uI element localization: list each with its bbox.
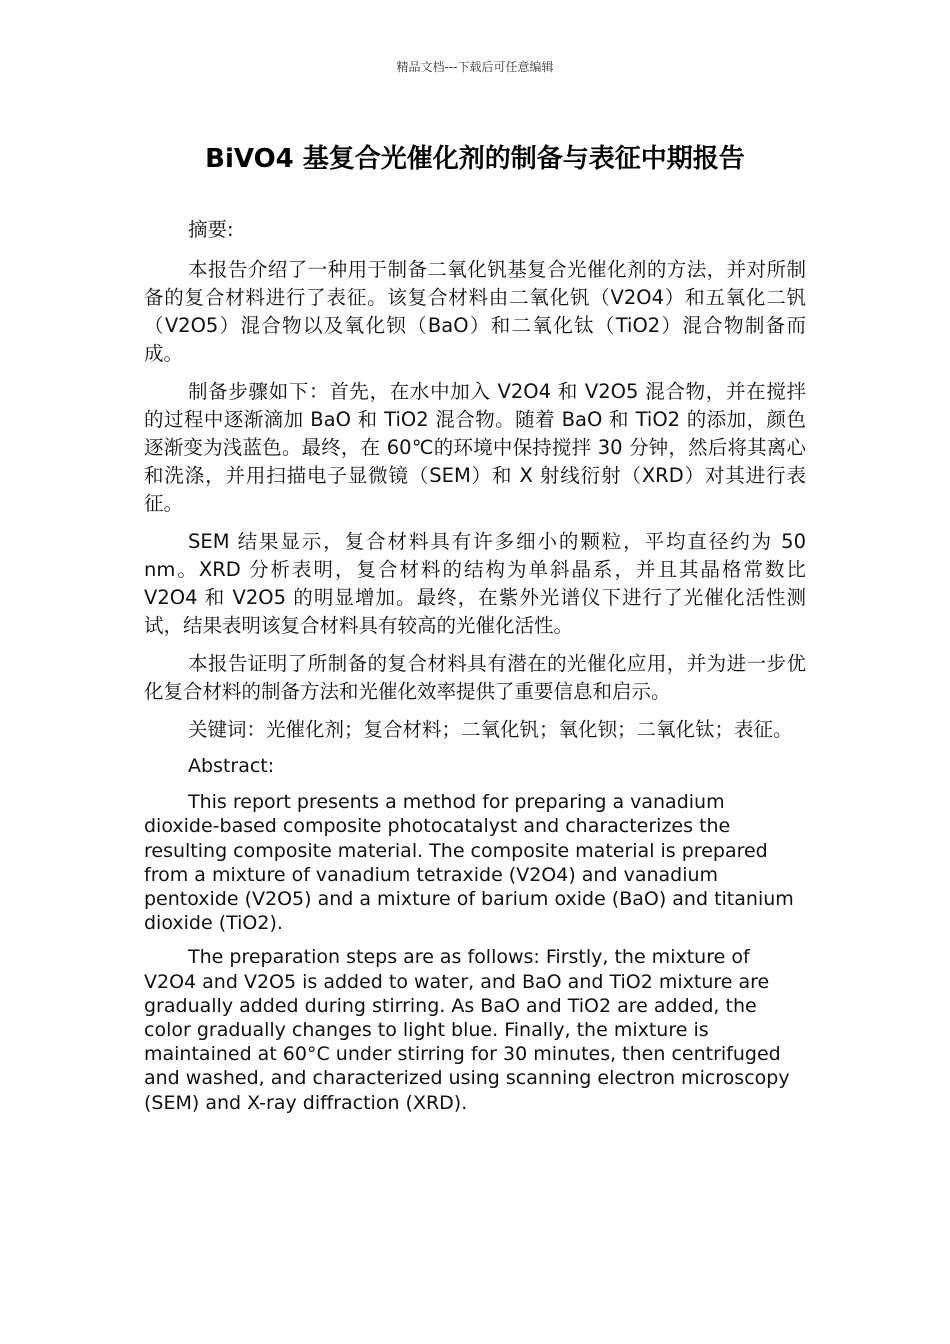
- paragraph-cn-steps: 制备步骤如下：首先，在水中加入 V2O4 和 V2O5 混合物，并在搅拌的过程中逐渐滴加 BaO 和 TiO2 混合物。随着 BaO 和 TiO2 的添加，颜色逐渐变为浅蓝色。最终，在 60℃的环境中保持搅拌 30 分钟，然后将其离心和洗涤，并用扫描电子显微镜（SEM）和 X 射线衍射（XRD）对其进行表征。: [144, 380, 806, 515]
- paragraph-en-steps: The preparation steps are as follows: Firstly, the mixture of V2O4 and V2O5 is added to water, and BaO and TiO2 mixture are gradually added during stirring. As BaO and TiO2 are added, the color gradually changes to light blue. Finally, the mixture is maintained at 60°C under stirring for 30 minutes, then centrifuged and washed, and characterized using scanning electron microscopy (SEM) and X-ray diffraction (XRD).: [144, 946, 790, 1114]
- header-note: 精品文档---下载后可任意编辑: [396, 60, 554, 74]
- document-title: BiVO4 基复合光催化剂的制备与表征中期报告: [205, 144, 745, 174]
- keywords-cn: 关键词：光催化剂；复合材料；二氧化钒；氧化钡；二氧化钛；表征。: [188, 718, 793, 741]
- document-body: [144, 216, 806, 1125]
- paragraph-cn-conclusion: 本报告证明了所制备的复合材料具有潜在的光催化应用，并为进一步优化复合材料的制备方法和光催化效率提供了重要信息和启示。: [144, 652, 806, 703]
- paragraph-cn-results: SEM 结果显示，复合材料具有许多细小的颗粒，平均直径约为 50 nm。XRD 分析表明，复合材料的结构为单斜晶系，并且其晶格常数比 V2O4 和 V2O5 的明显增加。最终，在紫外光谱仪下进行了光催化活性测试，结果表明该复合材料具有较高的光催化活性。: [144, 530, 806, 637]
- paragraph-cn-intro: 本报告介绍了一种用于制备二氧化钒基复合光催化剂的方法，并对所制备的复合材料进行了表征。该复合材料由二氧化钒（V2O4）和五氧化二钒（V2O5）混合物以及氧化钡（BaO）和二氧化钛（TiO2）混合物制备而成。: [144, 258, 806, 365]
- abstract-en-label: Abstract:: [188, 755, 275, 777]
- paragraph-en-intro: This report presents a method for preparing a vanadium dioxide-based composite photocatalyst and characterizes the resulting composite material. The composite material is prepared from a mixture of vanadium tetraxide (V2O4) and vanadium pentoxide (V2O5) and a mixture of barium oxide (BaO) and titanium dioxide (TiO2).: [144, 791, 794, 935]
- abstract-cn-label: 摘要:: [188, 218, 234, 241]
